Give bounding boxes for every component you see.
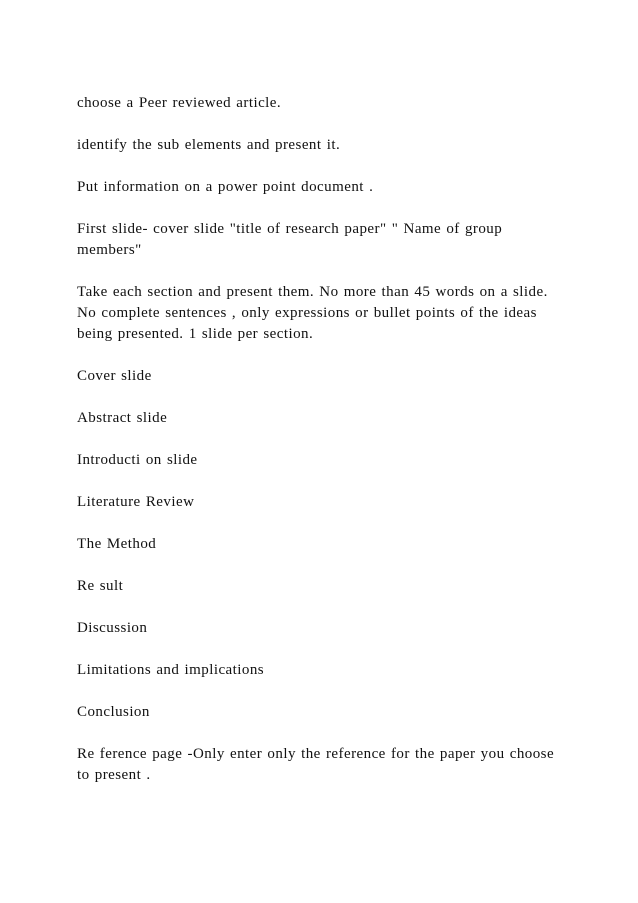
list-item-limitations: Limitations and implications — [77, 662, 265, 678]
list-item-the-method: The Method — [77, 536, 157, 552]
list-item-abstract-slide: Abstract slide — [77, 410, 168, 426]
document-body — [77, 93, 557, 807]
list-item-cover-slide: Cover slide — [77, 368, 152, 384]
paragraph-identify-elements: identify the sub elements and present it. — [77, 137, 341, 153]
list-item-discussion: Discussion — [77, 620, 148, 636]
paragraph-each-section: Take each section and present them. No more than 45 words on a slide. No complete sentences , only expressions or bullet points of the ideas being presented. 1 slide per section. — [77, 284, 548, 342]
list-item-literature-review: Literature Review — [77, 494, 195, 510]
list-item-introduction-slide: Introducti on slide — [77, 452, 198, 468]
paragraph-reference-page: Re ference page -Only enter only the reference for the paper you choose to present . — [77, 746, 555, 783]
paragraph-first-slide: First slide- cover slide "title of research paper" " Name of group members" — [77, 221, 503, 258]
paragraph-power-point: Put information on a power point document . — [77, 179, 374, 195]
list-item-conclusion: Conclusion — [77, 704, 150, 720]
paragraph-choose-article: choose a Peer reviewed article. — [77, 95, 282, 111]
list-item-result: Re sult — [77, 578, 124, 594]
